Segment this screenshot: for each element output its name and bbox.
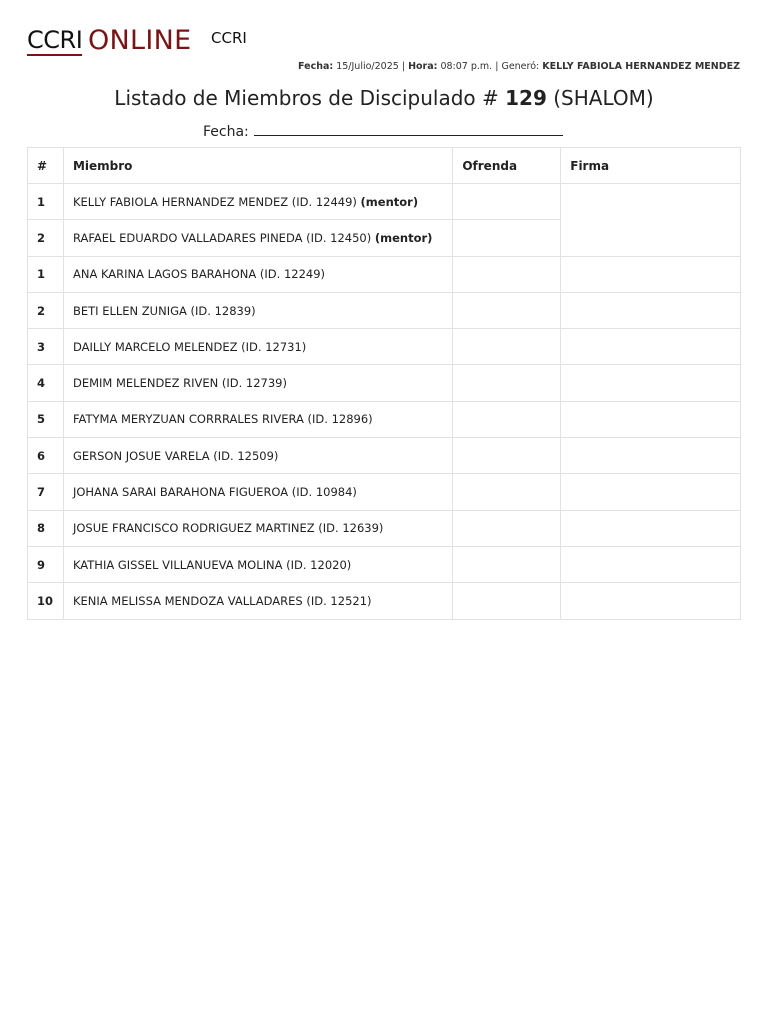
firma-cell[interactable] — [561, 292, 741, 328]
logo-ccri-small: CCRI — [211, 29, 247, 47]
row-num: 4 — [28, 365, 64, 401]
ofrenda-cell[interactable] — [453, 256, 561, 292]
fecha-field-label: Fecha: — [203, 124, 249, 140]
fecha-label: Fecha: — [298, 61, 334, 72]
member-name: DAILLY MARCELO MELENDEZ (ID. 12731) — [63, 329, 452, 365]
ofrenda-cell[interactable] — [453, 184, 561, 220]
fecha-value: 15/Julio/2025 — [336, 61, 399, 72]
fecha-blank-line — [254, 122, 563, 136]
ofrenda-cell[interactable] — [453, 329, 561, 365]
member-name: KELLY FABIOLA HERNANDEZ MENDEZ (ID. 12449) — [72, 194, 357, 209]
logo-ccri: CCRI — [27, 26, 83, 54]
row-num: 10 — [28, 583, 64, 619]
firma-cell[interactable] — [561, 401, 741, 437]
firma-cell[interactable] — [561, 365, 741, 401]
ofrenda-cell[interactable] — [453, 583, 561, 619]
table-row — [28, 365, 741, 401]
logo-online: ONLINE — [88, 25, 192, 56]
mentor-row — [28, 184, 741, 220]
ofrenda-cell[interactable] — [453, 510, 561, 546]
ofrenda-cell[interactable] — [453, 220, 561, 256]
genero-label: Generó: — [501, 61, 540, 72]
title-number: 129 — [505, 86, 547, 110]
ofrenda-cell[interactable] — [453, 546, 561, 582]
member-name: FATYMA MERYZUAN CORRRALES RIVERA (ID. 12896) — [63, 401, 452, 437]
mentor-tag: (mentor) — [374, 230, 433, 245]
ofrenda-cell[interactable] — [453, 401, 561, 437]
table-row — [28, 329, 741, 365]
table-row — [28, 292, 741, 328]
header-miembro: Miembro — [63, 148, 452, 184]
table-row — [28, 510, 741, 546]
member-name: BETI ELLEN ZUNIGA (ID. 12839) — [63, 292, 452, 328]
firma-cell[interactable] — [561, 546, 741, 582]
fecha-field — [203, 122, 563, 140]
ofrenda-cell[interactable] — [453, 474, 561, 510]
header-firma: Firma — [561, 148, 741, 184]
row-num: 1 — [28, 184, 64, 220]
header-num: # — [28, 148, 64, 184]
table-row — [28, 256, 741, 292]
row-num: 5 — [28, 401, 64, 437]
member-name: ANA KARINA LAGOS BARAHONA (ID. 12249) — [63, 256, 452, 292]
hora-label: Hora: — [408, 61, 438, 72]
title-suffix: (SHALOM) — [553, 86, 654, 110]
ofrenda-cell[interactable] — [453, 292, 561, 328]
header-ofrenda: Ofrenda — [453, 148, 561, 184]
table-header-row — [28, 148, 741, 184]
member-name: KENIA MELISSA MENDOZA VALLADARES (ID. 12521) — [63, 583, 452, 619]
row-num: 1 — [28, 256, 64, 292]
table-row — [28, 546, 741, 582]
member-name: JOHANA SARAI BARAHONA FIGUEROA (ID. 10984) — [63, 474, 452, 510]
member-name-cell — [63, 184, 452, 220]
firma-cell[interactable] — [561, 438, 741, 474]
members-table — [27, 147, 741, 620]
member-name: JOSUE FRANCISCO RODRIGUEZ MARTINEZ (ID. 12639) — [63, 510, 452, 546]
row-num: 9 — [28, 546, 64, 582]
genero-value: KELLY FABIOLA HERNANDEZ MENDEZ — [542, 61, 740, 72]
hora-value: 08:07 p.m. — [440, 61, 493, 72]
title-prefix: Listado de Miembros de Discipulado # — [114, 86, 499, 110]
firma-cell[interactable] — [561, 220, 741, 256]
ofrenda-cell[interactable] — [453, 438, 561, 474]
row-num: 2 — [28, 292, 64, 328]
row-num: 3 — [28, 329, 64, 365]
row-num: 8 — [28, 510, 64, 546]
firma-cell[interactable] — [561, 583, 741, 619]
firma-cell[interactable] — [561, 184, 741, 220]
firma-cell[interactable] — [561, 256, 741, 292]
table-row — [28, 401, 741, 437]
member-name: RAFAEL EDUARDO VALLADARES PINEDA (ID. 12450) — [72, 230, 372, 245]
member-name: DEMIM MELENDEZ RIVEN (ID. 12739) — [63, 365, 452, 401]
firma-cell[interactable] — [561, 510, 741, 546]
member-name: GERSON JOSUE VARELA (ID. 12509) — [63, 438, 452, 474]
member-name-cell — [63, 220, 452, 256]
row-num: 7 — [28, 474, 64, 510]
ofrenda-cell[interactable] — [453, 365, 561, 401]
firma-cell[interactable] — [561, 474, 741, 510]
report-meta: Fecha: 15/Julio/2025 | Hora: 08:07 p.m. | Generó: KELLY FABIOLA HERNANDEZ MENDEZ — [298, 61, 740, 72]
table-row — [28, 438, 741, 474]
mentor-row — [28, 220, 741, 256]
table-row — [28, 583, 741, 619]
table-row — [28, 474, 741, 510]
member-rows — [28, 256, 741, 619]
mentor-tag: (mentor) — [360, 194, 419, 209]
row-num: 6 — [28, 438, 64, 474]
member-name: KATHIA GISSEL VILLANUEVA MOLINA (ID. 12020) — [63, 546, 452, 582]
row-num: 2 — [28, 220, 64, 256]
page-title — [0, 86, 768, 110]
firma-cell[interactable] — [561, 329, 741, 365]
